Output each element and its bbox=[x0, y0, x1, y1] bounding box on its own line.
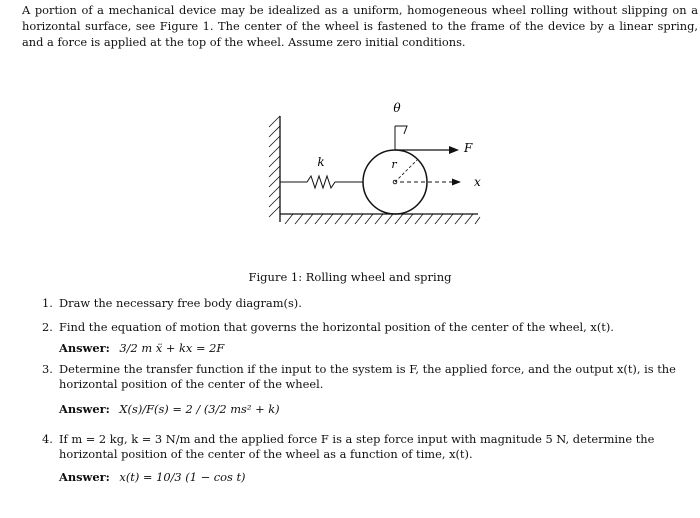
theta-arrow bbox=[395, 126, 407, 134]
answer-2 bbox=[59, 341, 224, 355]
question-2 bbox=[42, 320, 698, 335]
question-1 bbox=[42, 296, 698, 311]
question-4 bbox=[42, 432, 698, 462]
rolling-wheel-figure bbox=[255, 96, 490, 236]
answer-4 bbox=[59, 470, 246, 484]
answer-3 bbox=[59, 402, 280, 416]
answer-label: Answer: bbox=[59, 341, 110, 355]
answer-text: x(t) = 10/3 (1 − cos t) bbox=[119, 470, 246, 484]
question-number: 4. bbox=[42, 432, 53, 446]
x-arrowhead bbox=[452, 179, 461, 186]
spring-k-label: k bbox=[317, 155, 325, 169]
answer-label: Answer: bbox=[59, 470, 110, 484]
question-number: 1. bbox=[42, 296, 53, 310]
answer-label: Answer: bbox=[59, 402, 110, 416]
force-F-label: F bbox=[464, 141, 473, 155]
ground-hatching bbox=[285, 214, 480, 224]
theta-label: θ bbox=[393, 101, 401, 115]
spring bbox=[280, 176, 363, 188]
wall-hatching bbox=[269, 116, 280, 217]
answer-text: 3/2 m ẍ + kx = 2F bbox=[119, 341, 225, 355]
question-text: Find the equation of motion that governs the horizontal position of the center of the wheel, x(t). bbox=[59, 320, 614, 334]
figure-caption: Figure 1: Rolling wheel and spring bbox=[248, 270, 452, 284]
question-text: If m = 2 kg, k = 3 N/m and the applied force F is a step force input with magnitude 5 N, determine the horizontal position of the center of the wheel as a function of time, x(t). bbox=[59, 432, 655, 461]
question-text: Determine the transfer function if the input to the system is F, the applied force, and the output x(t), is the horizontal position of the center of the wheel. bbox=[59, 362, 676, 391]
radius-line bbox=[395, 160, 417, 182]
force-arrowhead bbox=[449, 146, 459, 154]
answer-text: X(s)/F(s) = 2 / (3/2 ms² + k) bbox=[119, 402, 280, 416]
question-text: Draw the necessary free body diagram(s). bbox=[59, 296, 302, 310]
question-number: 2. bbox=[42, 320, 53, 334]
question-number: 3. bbox=[42, 362, 53, 376]
question-3 bbox=[42, 362, 698, 392]
problem-intro: A portion of a mechanical device may be idealized as a uniform, homogeneous wheel rolling without slipping on a horizontal surface, see Figure 1. The center of the wheel is fastened to the frame of the device by a linear spring, and a force is applied at the top of the wheel. Assume zero initial conditions. bbox=[22, 3, 698, 49]
radius-r-label: r bbox=[391, 158, 397, 171]
x-label: x bbox=[474, 175, 481, 189]
